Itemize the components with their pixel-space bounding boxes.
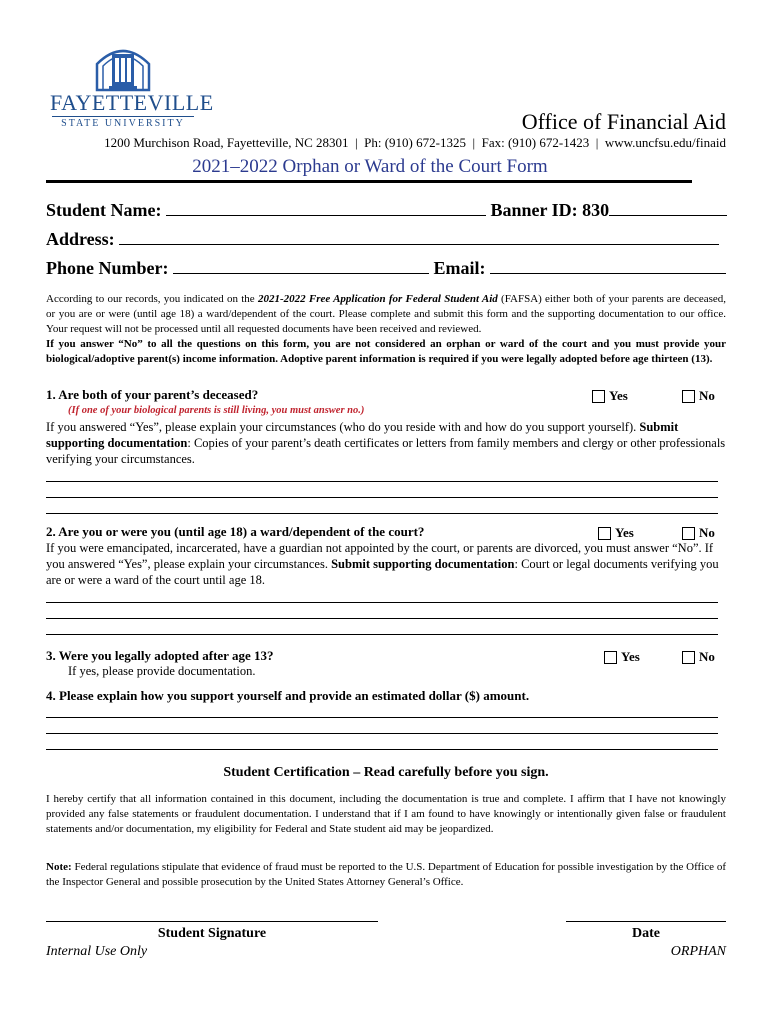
q1-note: (If one of your biological parents is still living, you must answer no.)	[68, 405, 365, 416]
certification-note	[46, 860, 726, 890]
q4-answer-line-2[interactable]	[46, 733, 718, 734]
note-text: Federal regulations stipulate that evidence of fraud must be reported to the U.S. Department of Education for possible investigation by the Office of the Inspector General and possible prosecution by the United States Attorney General’s Office.	[46, 861, 727, 888]
address-field[interactable]	[119, 228, 719, 245]
office-title: Office of Financial Aid	[521, 109, 726, 134]
question-3: 3. Were you legally adopted after age 13?	[46, 648, 274, 663]
yes-label: Yes	[621, 649, 640, 664]
name-id-row	[46, 199, 727, 221]
q4-answer-line-3[interactable]	[46, 749, 718, 750]
date-label: Date	[632, 926, 660, 941]
intro-paragraph	[46, 292, 726, 367]
q2-yes-option[interactable]	[598, 525, 634, 541]
q3-no-checkbox[interactable]	[682, 651, 695, 664]
student-signature-label: Student Signature	[157, 926, 267, 941]
note-label: Note:	[46, 861, 72, 873]
intro-text-cont: (FAFSA) either both of your parents are deceased, or you are or were (until age 18) a ward/dependent of the court. Please complete and submit this form and the supporting documentation to our office. Your request will not be processed until all requested documents have been received and reviewed.	[46, 293, 727, 335]
no-answer-warning: If you answer “No” to all the questions on this form, you are not considered an orphan or ward of the court and you must provide your biological/adoptive parent(s) income information. Adoptive parent information is required if you were legally adopted before age thirteen (13).	[46, 338, 726, 365]
q1-answer-line-3[interactable]	[46, 513, 718, 514]
q2-yes-checkbox[interactable]	[598, 527, 611, 540]
q1-yes-checkbox[interactable]	[592, 390, 605, 403]
address-row	[46, 228, 719, 250]
q2-no-option[interactable]	[682, 525, 715, 541]
q1-yes-option[interactable]	[592, 388, 628, 404]
address-label: Address:	[46, 229, 115, 249]
q1-text-bold: Submit supporting documentation	[46, 420, 679, 450]
q2-answer-line-3[interactable]	[46, 634, 718, 635]
yes-label: Yes	[609, 388, 628, 403]
question-2: 2. Are you or were you (until age 18) a ward/dependent of the court?	[46, 524, 425, 539]
university-seal-icon	[93, 44, 153, 92]
q1-no-checkbox[interactable]	[682, 390, 695, 403]
fafsa-title: 2021-2022 Free Application for Federal Student Aid	[257, 293, 498, 305]
logo-divider	[52, 116, 194, 117]
yes-label: Yes	[615, 525, 634, 540]
q1-no-option[interactable]	[682, 388, 715, 404]
phone-text: Ph: (910) 672-1325	[364, 135, 466, 150]
q1-text: If you answered “Yes”, please explain your circumstances (who do you reside with and how do you support yourself).	[46, 420, 637, 434]
form-title: 2021–2022 Orphan or Ward of the Court Form	[192, 156, 548, 177]
q2-answer-line-1[interactable]	[46, 602, 718, 603]
q4-answer-line-1[interactable]	[46, 717, 718, 718]
q3-no-option[interactable]	[682, 649, 715, 665]
q1-instructions	[46, 419, 726, 467]
form-code: ORPHAN	[670, 944, 726, 959]
question-1: 1. Are both of your parent’s deceased?	[46, 387, 259, 402]
q2-text-bold: Submit supporting documentation	[331, 557, 515, 571]
q3-yes-checkbox[interactable]	[604, 651, 617, 664]
student-name-label: Student Name:	[46, 200, 162, 220]
phone-email-row	[46, 257, 726, 279]
student-name-field[interactable]	[166, 199, 486, 216]
title-divider	[46, 180, 692, 183]
banner-id-label: Banner ID: 830	[490, 200, 610, 220]
q2-text: If you were emancipated, incarcerated, have a guardian not appointed by the court, or parents are divorced, you must answer “No”. If you answered “Yes”, please explain your circumstances.	[46, 541, 714, 571]
q3-yes-option[interactable]	[604, 649, 640, 665]
question-4: 4. Please explain how you support yourself and provide an estimated dollar ($) amount.	[46, 688, 530, 703]
signature-line[interactable]	[46, 921, 378, 922]
no-label: No	[699, 525, 715, 540]
no-label: No	[699, 649, 715, 664]
q2-text-cont: : Court or legal documents verifying you are or were a ward of the court until age 18.	[46, 557, 719, 587]
q2-answer-line-2[interactable]	[46, 618, 718, 619]
q1-answer-line-1[interactable]	[46, 481, 718, 482]
phone-field[interactable]	[173, 257, 429, 274]
q2-instructions	[46, 540, 726, 588]
q1-text-cont: : Copies of your parent’s death certificates or letters from family members and clergy or other professionals verifying your circumstances.	[46, 436, 726, 466]
phone-label: Phone Number:	[46, 258, 169, 278]
date-line[interactable]	[566, 921, 726, 922]
university-logo	[50, 44, 214, 134]
logo-subtitle: STATE UNIVERSITY	[61, 118, 185, 129]
contact-line	[60, 135, 726, 151]
website-link[interactable]: www.uncfsu.edu/finaid	[604, 135, 726, 150]
certification-heading: Student Certification – Read carefully before you sign.	[223, 765, 549, 780]
email-label: Email:	[433, 258, 486, 278]
no-label: No	[699, 388, 715, 403]
separator: |	[469, 135, 479, 150]
intro-text: According to our records, you indicated on the	[46, 293, 255, 305]
fax-text: Fax: (910) 672-1423	[481, 135, 590, 150]
separator: |	[592, 135, 602, 150]
address-text: 1200 Murchison Road, Fayetteville, NC 28301	[104, 135, 349, 150]
internal-use-label: Internal Use Only	[46, 944, 148, 959]
banner-id-field[interactable]	[609, 199, 727, 216]
q2-no-checkbox[interactable]	[682, 527, 695, 540]
certification-text: I hereby certify that all information contained in this document, including the documentation is true and complete. I affirm that I have not knowingly provided any false statements or fraudulent documentation. I understand that if I am found to have knowingly or intentionally given false or fraudulent statements and/or documentation, my eligibility for Federal and State student aid may be jeopardized.	[46, 793, 726, 835]
q1-answer-line-2[interactable]	[46, 497, 718, 498]
logo-wordmark: FAYETTEVILLE	[50, 90, 214, 115]
q3-subtext: If yes, please provide documentation.	[68, 664, 256, 678]
separator: |	[351, 135, 361, 150]
email-field[interactable]	[490, 257, 726, 274]
